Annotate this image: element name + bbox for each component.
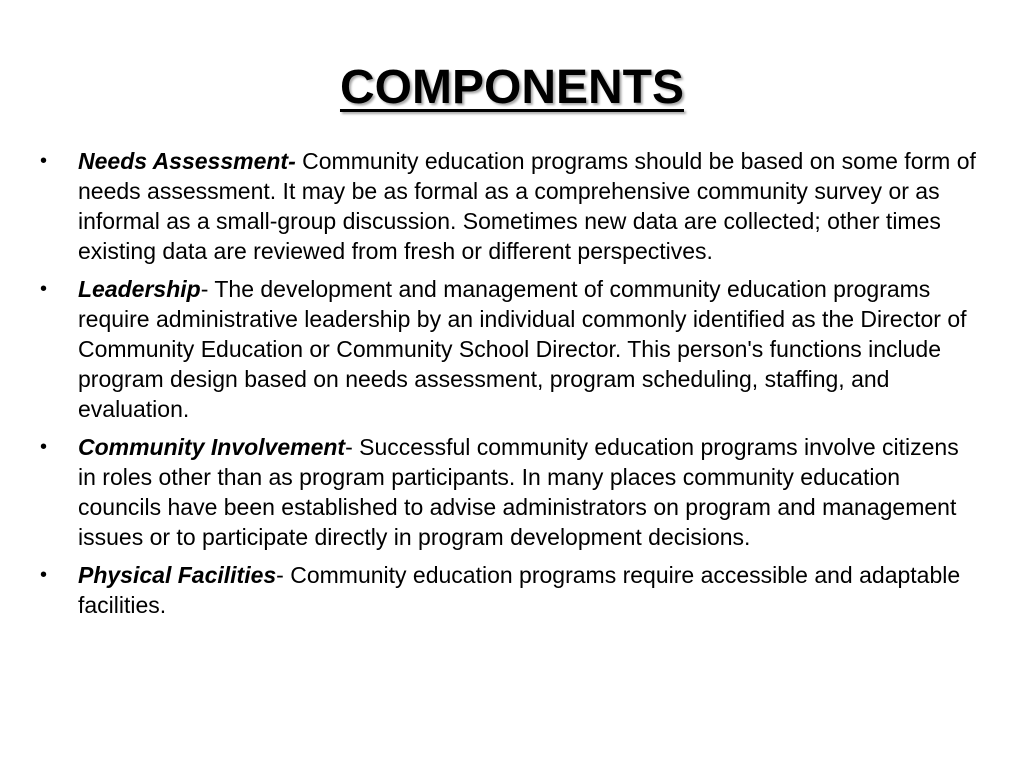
bullet-icon: • <box>40 278 48 300</box>
bullet-text: Community education programs should be based on some form of needs assessment. It may be as formal as a comprehensive community survey or as informal as a small-group discussion. Sometimes new data are collected; other times existing data are reviewed from fresh or different perspectives. <box>78 148 976 264</box>
slide-title: COMPONENTS <box>339 61 684 114</box>
bullet-item-leadership <box>36 274 976 424</box>
bullet-icon: • <box>40 564 48 586</box>
bullet-text: - Successful community education programs involve citizens in roles other than as program participants. In many places community education councils have been established to advise administrators on program and management issues or to participate directly in program development decisions. <box>78 434 959 550</box>
bullet-term: Needs Assessment- <box>78 148 296 174</box>
bullet-term: Physical Facilities <box>78 562 277 588</box>
bullet-text: - The development and management of community education programs require administrative leadership by an individual commonly identified as the Director of Community Education or Community School Director. This person's functions include program design based on needs assessment, program scheduling, staffing, and evaluation. <box>78 276 967 422</box>
bullet-item-needs-assessment <box>36 146 976 266</box>
bullet-list <box>36 146 976 628</box>
bullet-item-physical-facilities <box>36 560 976 620</box>
bullet-icon: • <box>40 150 48 172</box>
bullet-term: Community Involvement <box>78 434 346 460</box>
bullet-term: Leadership <box>78 276 201 302</box>
bullet-icon: • <box>40 436 48 458</box>
bullet-item-community-involvement <box>36 432 976 552</box>
bullet-text: - Community education programs require accessible and adaptable facilities. <box>78 562 961 618</box>
